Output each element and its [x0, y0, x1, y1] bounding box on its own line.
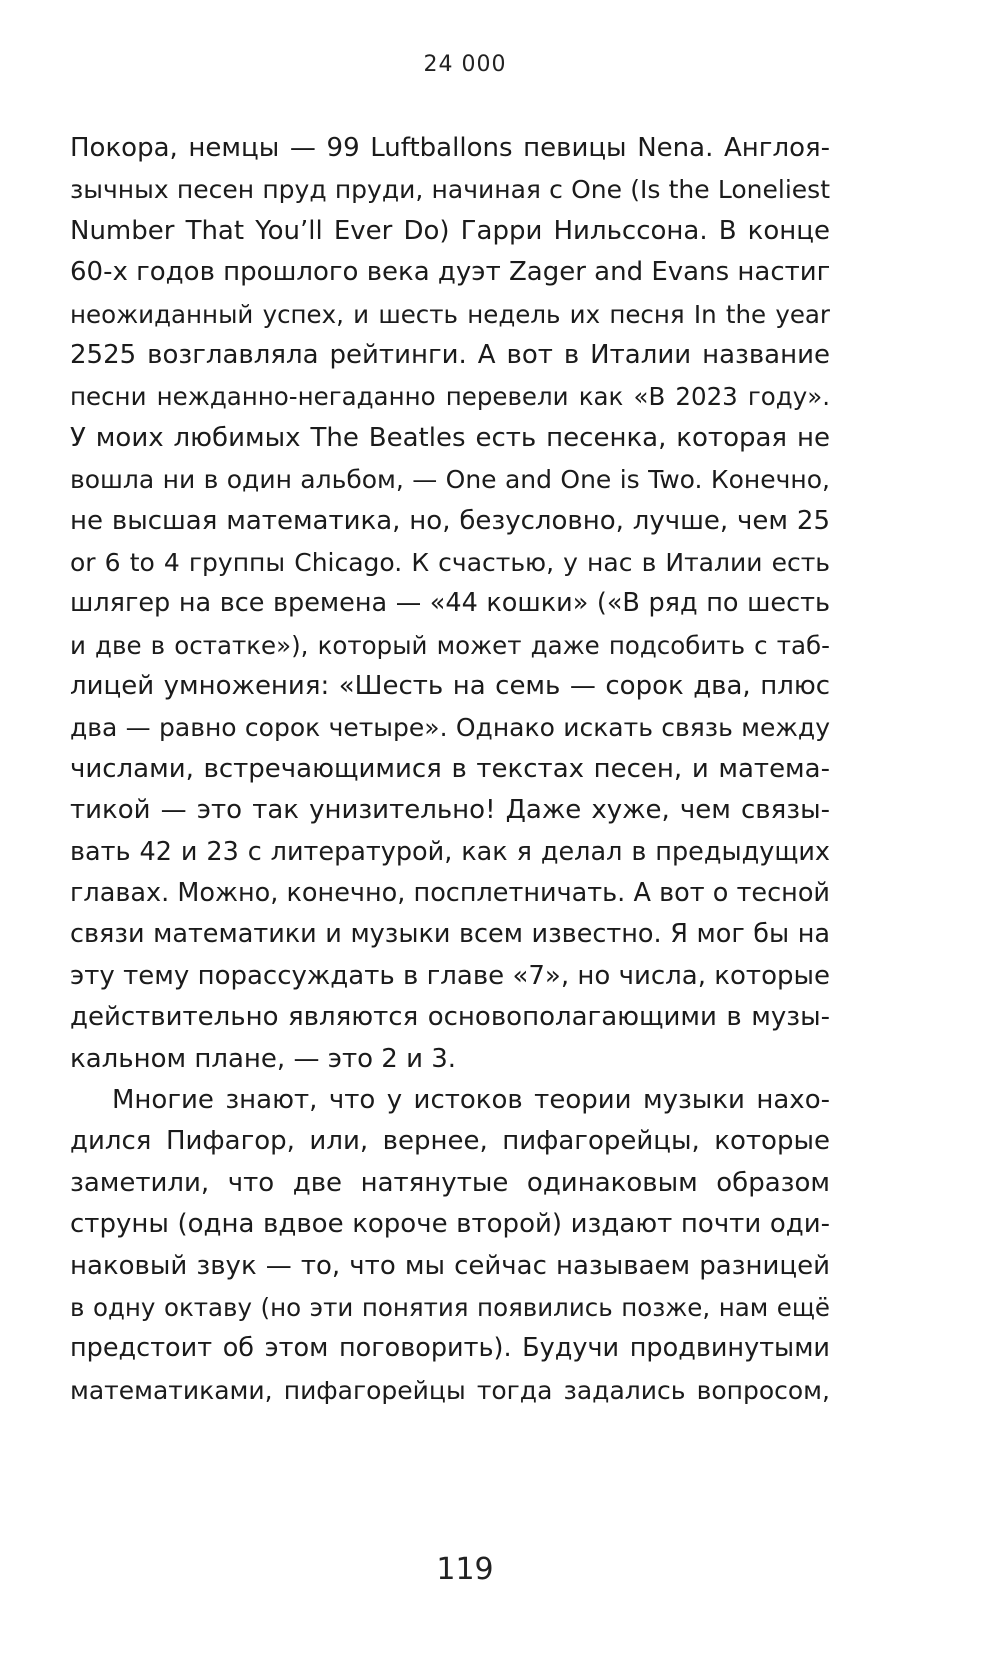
text-line: 2525 возглавляла рейтинги. А вот в Италии название [70, 339, 830, 370]
text-line: зычных песен пруд пруди, начиная с One (Is the Loneliest [70, 175, 830, 205]
text-line: заметили, что две натянутые одинаковым образом [70, 1167, 830, 1198]
text-line: шлягер на все времена — «44 кошки» («В ряд по шесть [70, 588, 830, 619]
text-line: два — равно сорок четыре». Однако искать связь между [70, 713, 830, 743]
text-line: действительно являются основополагающими в музы- [70, 1002, 830, 1033]
text-line: в одну октаву (но эти понятия появились позже, нам ещё [70, 1292, 830, 1322]
text-line: песни нежданно-негаданно перевели как «В 2023 году». [70, 382, 830, 412]
text-line: неожиданный успех, и шесть недель их песня In the year [70, 299, 830, 329]
text-line: вать 42 и 23 с литературой, как я делал в предыдущих [70, 836, 830, 867]
text-line: Многие знают, что у истоков теории музыки нахо- [112, 1084, 830, 1115]
body-text [70, 128, 830, 1411]
page-number: 119 [436, 1552, 494, 1587]
text-line: эту тему порассуждать в главе «7», но числа, которые [70, 960, 830, 991]
text-line: не высшая математика, но, безусловно, лучше, чем 25 [70, 505, 830, 536]
text-line: числами, встречающимися в текстах песен, и матема- [70, 753, 830, 784]
text-line: or 6 to 4 группы Chicago. К счастью, у нас в Италии есть [70, 547, 830, 577]
text-line: предстоит об этом поговорить). Будучи продвинутыми [70, 1333, 830, 1364]
paragraph-2 [70, 1080, 830, 1411]
text-line: кальном плане, — это 2 и 3. [70, 1043, 457, 1074]
paragraph-1 [70, 128, 830, 1080]
text-line: и две в остатке»), который может даже подсобить с таб- [70, 630, 830, 660]
text-line: тикой — это так унизительно! Даже хуже, чем связы- [70, 795, 830, 826]
text-line: лицей умножения: «Шесть на семь — сорок два, плюс [70, 671, 830, 702]
text-line: вошла ни в один альбом, — One and One is Two. Конечно, [70, 465, 830, 495]
text-line: наковый звук — то, что мы сейчас называем разницей [70, 1250, 830, 1281]
text-line: Number That You’ll Ever Do) Гарри Нильссона. В конце [70, 215, 830, 246]
text-line: У моих любимых The Beatles есть песенка, которая не [70, 422, 830, 453]
text-line: математиками, пифагорейцы тогда задались вопросом, [70, 1375, 830, 1405]
text-line: струны (одна вдвое короче второй) издают почти оди- [70, 1209, 830, 1240]
running-title: 24 000 [423, 52, 507, 77]
text-line: Покора, немцы — 99 Luftballons певицы Nena. Англоя- [70, 133, 830, 163]
text-line: главах. Можно, конечно, посплетничать. А вот о тесной [70, 878, 830, 909]
text-line: связи математики и музыки всем известно. Я мог бы на [70, 919, 830, 950]
text-line: дился Пифагор, или, вернее, пифагорейцы, которые [70, 1126, 830, 1157]
text-line: 60-х годов прошлого века дуэт Zager and Evans настиг [70, 257, 831, 288]
